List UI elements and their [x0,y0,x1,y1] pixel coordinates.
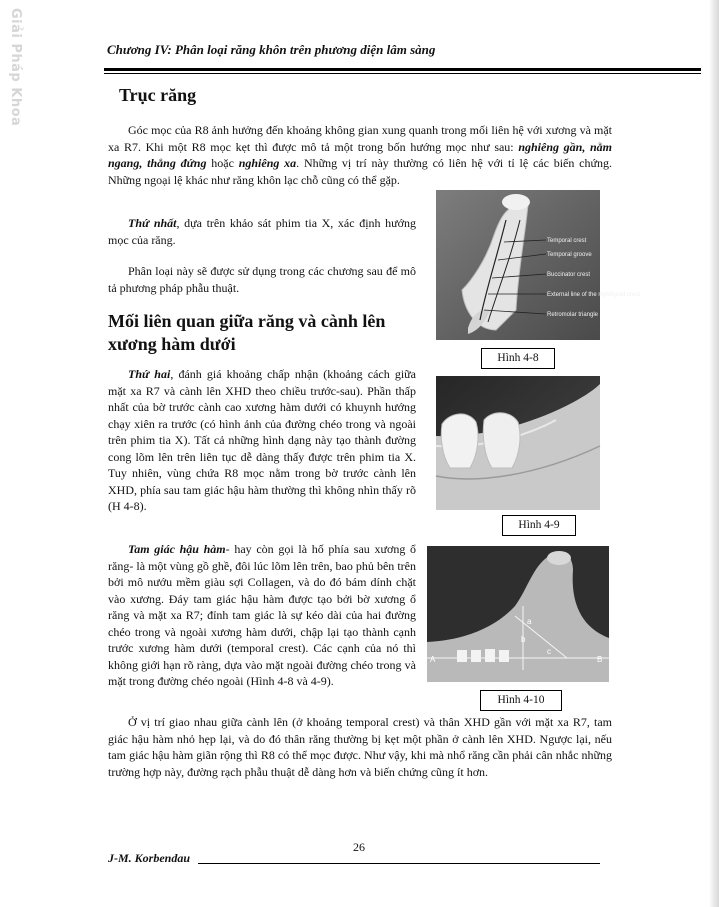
figure-label: B [597,655,603,664]
text: , đánh giá khoảng chấp nhận (khoảng cách giữa mặt xa R7 và cành lên XHD theo chiều trước-sau). Phần thấp nhất của bờ trước cành cao xương hàm dưới có khuynh hướng chạy xiên ra trước (có hình ảnh của đường chéo trong và ngoài trên phim tia X). Tất cả những hình dạng này tạo thành đường cong lõm lên trên liên tục dễ dàng thấy được trên phim tia X. Tuy nhiên, vùng chứa R8 mọc nằm trong bờ trước cành lên XHD, phía sau tam giác hậu hàm thường thì không nhìn thấy rõ (H 4-8). [108,367,417,513]
footer-rule [198,863,600,864]
figure-4-9-image [436,376,600,510]
figure-label: c [547,647,551,656]
figure-label: A [430,655,436,664]
figure-label: Temporal crest [547,238,587,244]
page-edge-shadow [709,0,719,907]
paragraph-retromolar [108,541,416,690]
section-heading-2: Mối liên quan giữa răng và cành lên xương hàm dưới [108,311,386,354]
molar-shape [483,413,520,468]
page-number: 26 [353,840,365,854]
header-rule-thin [104,73,701,74]
figure-4-8-caption: Hình 4-8 [481,348,555,369]
text: , dựa trên khảo sát phim tia X, xác định hướng mọc của răng. [108,216,416,247]
figure-4-8-image [436,190,641,340]
lead-term: Tam giác hậu hàm [128,542,226,556]
watermark: Giải Pháp Khoa [8,8,23,127]
paragraph-second [108,366,416,515]
emphasis: nghiêng gần, nằm ngang, thẳng đứng [108,139,612,170]
text: hoặc [206,156,239,170]
text: - hay còn gọi là hố phía sau xương ổ răng- là một vùng gồ ghề, đôi lúc lõm lên trên, bao phủ bên trên bởi mô nướu mềm giàu sợi Collagen, và do đó bám dính chặt vào xương. Đáy tam giác hậu hàm được tạo bởi bờ xương ổ răng và mặt xa R7; đỉnh tam giác là sự kéo dài của hai đường chéo trong và ngoài xương hàm dưới, chập lại tạo thành cạnh trước xương hàm dưới (temporal crest). Các cạnh của nó thì không giới hạn rõ ràng, dựa vào mặt ngoài đường chéo trong và mặt trong đường chéo ngoài (Hình 4-8 và 4-9). [108,542,417,688]
figure-label: a [527,617,532,626]
author: J-M. Korbendau [108,851,191,865]
paragraph-junction: Ở vị trí giao nhau giữa cành lên (ở khoảng temporal crest) và thân XHD gần với mặt xa R7, tam giác hậu hàm nhỏ hẹp lại, và do đó thân răng thường bị kẹt một phần ở cành lên XHD. Ngược lại, nếu tam giác hậu hàm giãn rộng thì R8 có thể mọc được. Như vậy, khi mà nhổ răng cần phải cân nhắc những trường hợp này, đường rạch phẫu thuật dễ dàng hơn và biến chứng cũng ít hơn. [108,715,612,779]
chapter-title: Chương IV: Phân loại răng khôn trên phương diện lâm sàng [107,42,436,57]
figure-label: Temporal groove [547,252,592,258]
text: Góc mọc của R8 ảnh hưởng đến khoảng không gian xung quanh trong mối liên hệ với xương và mặt xa R7. Khi một R8 mọc kẹt thì được mô tả một trong bốn hướng mọc như sau: [108,123,612,154]
figure-label: Buccinator crest [547,272,591,278]
paragraph-first [108,215,416,248]
emphasis: nghiêng xa [238,156,297,170]
figure-4-10-caption: Hình 4-10 [480,690,562,711]
condyle-shape [547,551,571,565]
section-heading: Trục răng [119,85,197,105]
figure-label: Retromolar triangle [547,312,599,318]
text: . Những vị trí này thường có liên hệ với tỉ lệ các biến chứng. Những ngoại lệ khác như răng khôn lạc chỗ cũng có thể gặp. [108,156,612,187]
header-rule [104,68,701,71]
paragraph-axis [108,122,612,188]
paragraph-classification: Phân loại này sẽ được sử dụng trong các chương sau để mô tả phương pháp phẫu thuật. [108,264,416,295]
figure-4-9-caption: Hình 4-9 [502,515,576,536]
figure-label: External line of the mylohyoid crest [547,292,641,298]
lead-term: Thứ hai [128,367,171,381]
figure-label: b [521,635,526,644]
molar-shape [441,414,478,468]
lead-term: Thứ nhất [128,216,177,230]
figure-4-10-image [427,546,609,682]
condyle-shape [502,194,530,210]
